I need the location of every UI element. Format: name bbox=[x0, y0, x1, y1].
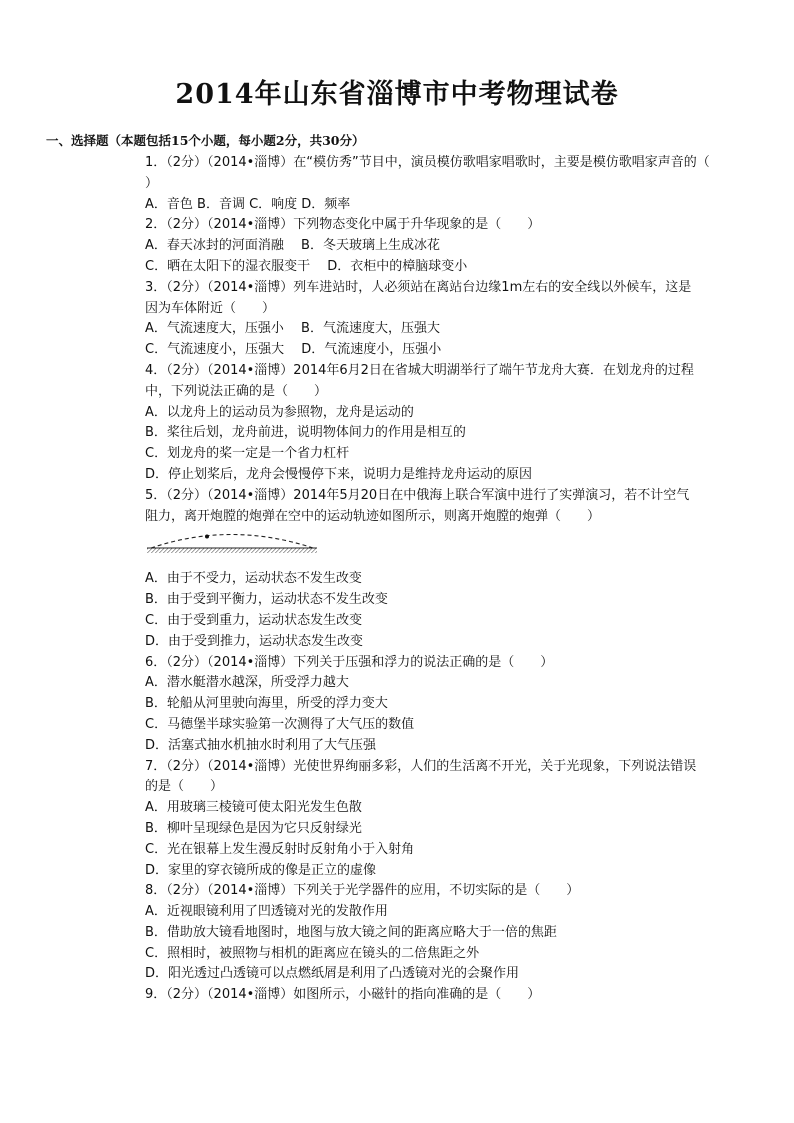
question-option-d: D．活塞式抽水机抽水时利用了大气压强 bbox=[145, 737, 377, 753]
question-6 bbox=[145, 653, 750, 757]
question-stem: 中，下列说法正确的是（ ） bbox=[145, 383, 328, 399]
question-stem: ） bbox=[145, 175, 159, 191]
question-option-c: C．光在银幕上发生漫反射时反射角小于入射角 bbox=[145, 841, 415, 857]
question-9 bbox=[145, 985, 750, 1006]
question-options: A．春天冰封的河面消融 B．冬天玻璃上生成冰花 bbox=[145, 238, 440, 254]
question-options: A．音色 B．音调 C．响度 D．频率 bbox=[145, 196, 351, 212]
question-option-c: C．马德堡半球实验第一次测得了大气压的数值 bbox=[145, 716, 415, 732]
question-option-d: D．家里的穿衣镜所成的像是正立的虚像 bbox=[145, 862, 377, 878]
question-options: C．气流速度小，压强大 D．气流速度小，压强小 bbox=[145, 342, 442, 358]
question-1 bbox=[145, 153, 750, 215]
trajectory-diagram bbox=[145, 527, 325, 569]
section-heading: 一、选择题（本题包括15个小题，每小题2分，共30分） bbox=[46, 133, 365, 148]
question-stem: 2．（2分）（2014•淄博）下列物态变化中属于升华现象的是（ ） bbox=[145, 217, 541, 233]
question-option-c: C．划龙舟的桨一定是一个省力杠杆 bbox=[145, 446, 350, 462]
question-stem: 6．（2分）（2014•淄博）下列关于压强和浮力的说法正确的是（ ） bbox=[145, 654, 554, 670]
question-option-b: B．柳叶呈现绿色是因为它只反射绿光 bbox=[145, 820, 362, 836]
page-title: 2014年山东省淄博市中考物理试卷 bbox=[175, 79, 619, 110]
question-stem: 9．（2分）（2014•淄博）如图所示，小磁针的指向准确的是（ ） bbox=[145, 987, 541, 1003]
question-option-b: B．借助放大镜看地图时，地图与放大镜之间的距离应略大于一倍的焦距 bbox=[145, 924, 557, 940]
question-stem: 1．（2分）（2014•淄博）在“模仿秀”节目中，演员模仿歌唱家唱歌时，主要是模仿歌唱家声音的（ bbox=[145, 155, 710, 170]
question-3 bbox=[145, 278, 750, 361]
question-stem: 7．（2分）（2014•淄博）光使世界绚丽多彩，人们的生活离不开光，关于光现象，下列说法错误 bbox=[145, 758, 697, 774]
question-stem: 阻力，离开炮膛的炮弹在空中的运动轨迹如图所示，则离开炮膛的炮弹（ ） bbox=[145, 508, 601, 524]
question-list bbox=[145, 153, 750, 1006]
question-option-b: B．桨往后划，龙舟前进，说明物体间力的作用是相互的 bbox=[145, 425, 466, 441]
question-stem: 4．（2分）（2014•淄博）2014年6月2日在省城大明湖举行了端午节龙舟大赛．在划龙舟的过程 bbox=[145, 362, 694, 378]
question-option-c: C．照相时，被照物与相机的距离应在镜头的二倍焦距之外 bbox=[145, 945, 480, 961]
question-stem: 8．（2分）（2014•淄博）下列关于光学器件的应用，不切实际的是（ ） bbox=[145, 883, 580, 899]
shell-marker bbox=[205, 535, 209, 539]
question-stem: 3．（2分）（2014•淄博）列车进站时，人必须站在离站台边缘1m左右的安全线以外候车，这是 bbox=[145, 279, 692, 295]
question-option-d: D．停止划桨后，龙舟会慢慢停下来，说明力是维持龙舟运动的原因 bbox=[145, 466, 533, 482]
question-option-d: D．由于受到推力，运动状态发生改变 bbox=[145, 633, 364, 649]
question-7 bbox=[145, 757, 750, 882]
question-2 bbox=[145, 215, 750, 277]
ground-hatching bbox=[147, 548, 317, 553]
question-stem: 因为车体附近（ ） bbox=[145, 300, 276, 316]
question-option-b: B．由于受到平衡力，运动状态不发生改变 bbox=[145, 592, 388, 608]
question-option-d: D．阳光透过凸透镜可以点燃纸屑是利用了凸透镜对光的会聚作用 bbox=[145, 966, 520, 982]
question-options: C．晒在太阳下的湿衣服变干 D．衣柜中的樟脑球变小 bbox=[145, 258, 468, 274]
projectile-trajectory-figure bbox=[145, 527, 750, 569]
question-5 bbox=[145, 486, 750, 653]
question-option-c: C．由于受到重力，运动状态发生改变 bbox=[145, 612, 363, 628]
question-option-a: A．近视眼镜利用了凹透镜对光的发散作用 bbox=[145, 904, 388, 920]
question-8 bbox=[145, 881, 750, 985]
trajectory-curve bbox=[151, 535, 313, 549]
question-4 bbox=[145, 361, 750, 486]
question-stem: 的是（ ） bbox=[145, 779, 224, 795]
question-option-b: B．轮船从河里驶向海里，所受的浮力变大 bbox=[145, 696, 388, 712]
question-option-a: A．用玻璃三棱镜可使太阳光发生色散 bbox=[145, 800, 362, 816]
question-option-a: A．潜水艇潜水越深，所受浮力越大 bbox=[145, 675, 349, 691]
question-stem: 5．（2分）（2014•淄博）2014年5月20日在中俄海上联合军演中进行了实弹演习，若不计空气 bbox=[145, 487, 690, 503]
question-option-a: A．以龙舟上的运动员为参照物，龙舟是运动的 bbox=[145, 404, 414, 420]
question-option-a: A．由于不受力，运动状态不发生改变 bbox=[145, 571, 362, 587]
question-options: A．气流速度大，压强小 B．气流速度大，压强大 bbox=[145, 321, 440, 337]
